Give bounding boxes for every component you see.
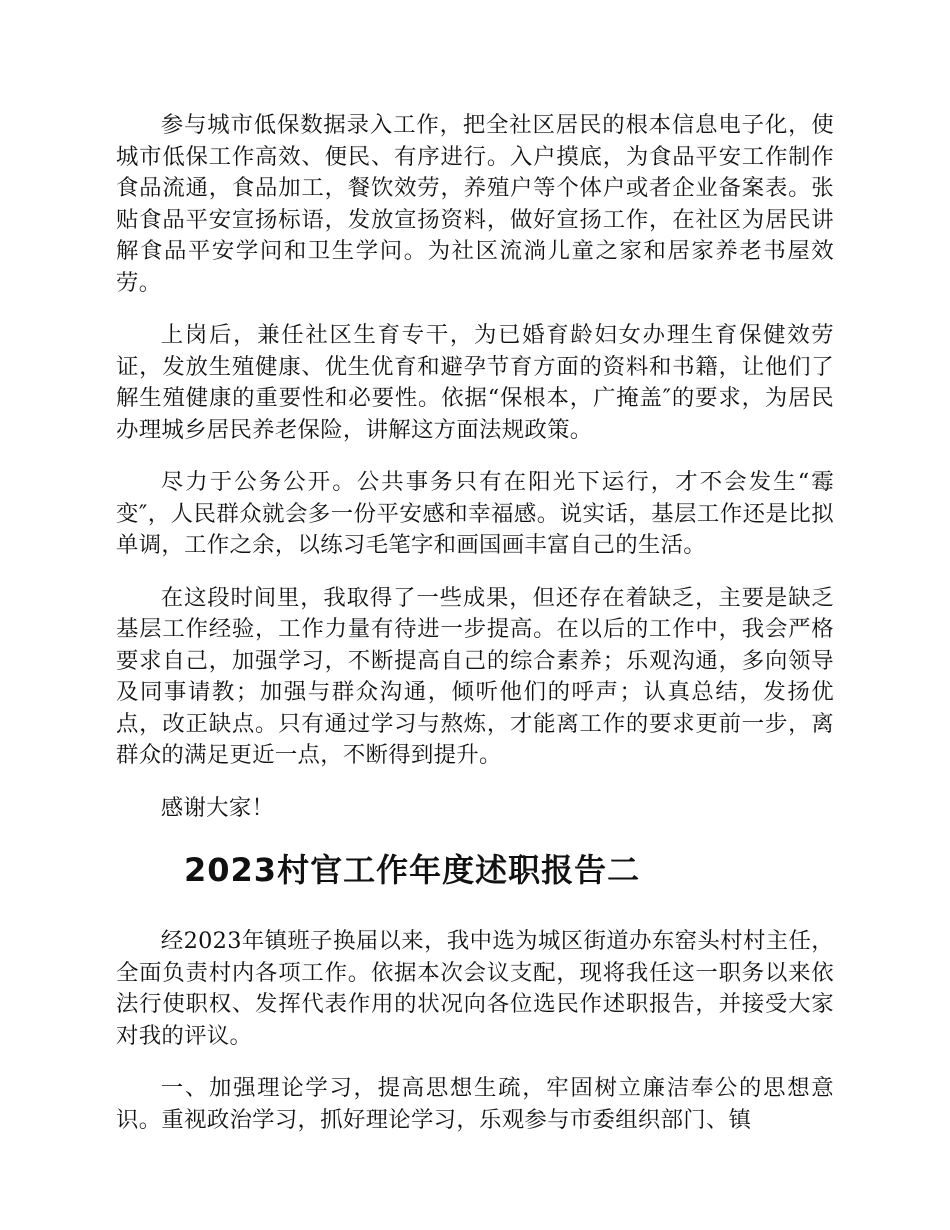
paragraph-low-income-data-entry: 参与城市低保数据录入工作，把全社区居民的根本信息电子化，使城市低保工作高效、便民、有序进行。入户摸底，为食品平安工作制作食品流通，食品加工，餐饮效劳，养殖户等个体户或者企业备案表。张贴食品平安宣扬标语，发放宣扬资料，做好宣扬工作，在社区为居民讲解食品平安学问和卫生学问。为社区流淌儿童之家和居家养老书屋效劳。: [116, 112, 834, 296]
section-heading: 2023村官工作年度述职报告二: [184, 851, 641, 889]
paragraph-public-affairs: 尽力于公务公开。公共事务只有在阳光下运行，才不会发生“霉变″，人民群众就会多一份平安感和幸福感。说实话，基层工作还是比拟单调，工作之余，以练习毛笔字和画国画丰富自己的生活。: [116, 469, 834, 558]
document-page: [116, 110, 834, 1157]
paragraph-theory-study: 一、加强理论学习，提高思想生疏，牢固树立廉洁奉公的思想意识。重视政治学习，抓好理论学习，乐观参与市委组织部门、镇: [116, 1075, 834, 1133]
paragraph-report-introduction: 经2023年镇班子换届以来，我中选为城区街道办东窑头村村主任，全面负责村内各项工作。依据本次会议支配，现将我任这一职务以来依法行使职权、发挥代表作用的状况向各位选民作述职报告，并接受大家对我的评议。: [116, 928, 834, 1049]
paragraph-achievements-shortcomings: 在这段时间里，我取得了一些成果，但还存在着缺乏，主要是缺乏基层工作经验，工作力量有待进一步提高。在以后的工作中，我会严格要求自己，加强学习，不断提高自己的综合素养；乐观沟通，多向领导及同事请教；加强与群众沟通，倾听他们的呼声；认真总结，发扬优点，改正缺点。只有通过学习与熬炼，才能离工作的要求更前一步，离群众的满足更近一点，不断得到提升。: [116, 584, 834, 768]
paragraph-family-planning: 上岗后，兼任社区生育专干，为已婚育龄妇女办理生育保健效劳证，发放生殖健康、优生优育和避孕节育方面的资料和书籍，让他们了解生殖健康的重要性和必要性。依据“保根本，广掩盖″的要求，为居民办理城乡居民养老保险，讲解这方面法规政策。: [116, 322, 834, 443]
closing-thanks: 感谢大家！: [160, 794, 275, 821]
